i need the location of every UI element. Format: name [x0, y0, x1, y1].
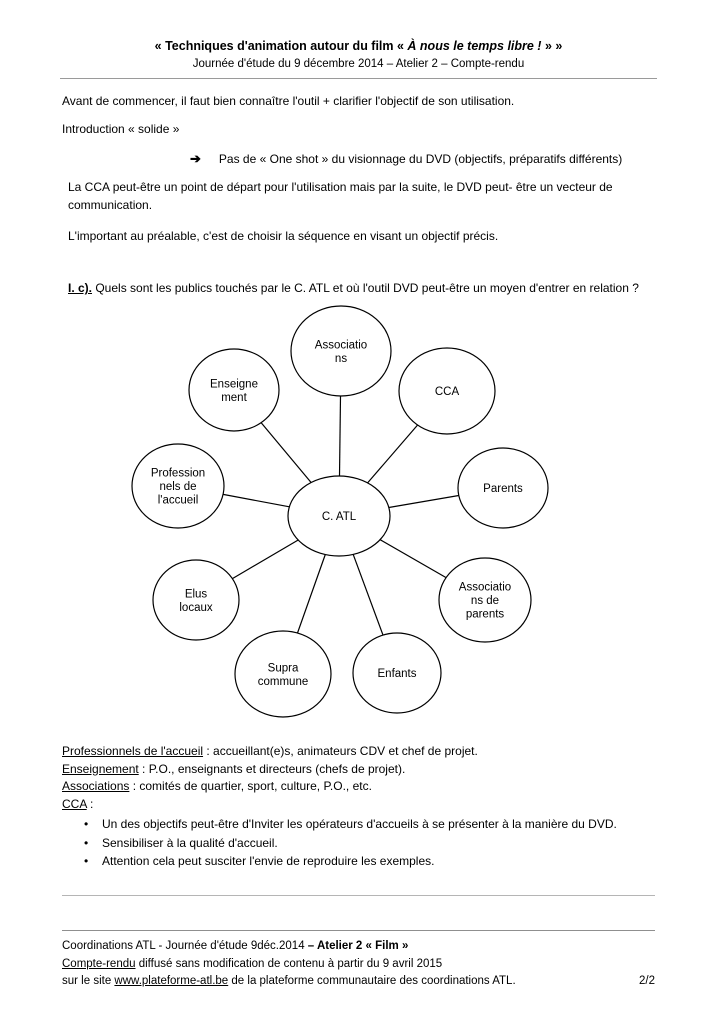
diagram-node [458, 448, 548, 528]
diagram-node [235, 631, 331, 717]
diagram-connector [389, 496, 459, 508]
paragraph-5: L'important au préalable, c'est de choisir la séquence en visant un objectif précis. [68, 229, 499, 244]
document-header [0, 0, 717, 72]
footer-line-2 [62, 956, 655, 973]
list-item: • Un des objectifs peut-être d'Inviter les opérateurs d'accueils à se présenter à la manière du DVD. [102, 815, 655, 834]
diagram-node-label: CCA [434, 386, 460, 399]
diagram-nodes [132, 306, 548, 717]
page-number: 2/2 [639, 974, 655, 987]
diagram-node-label: C. ATL [321, 511, 357, 524]
definition-row-1 [62, 761, 655, 778]
footer-line-1 [62, 938, 655, 955]
diagram-node-label: Supra commune [257, 662, 309, 689]
definition-term-2: Associations [62, 779, 130, 794]
definition-row-3 [62, 796, 655, 813]
diagram-node [153, 560, 239, 640]
footer-line-3a: sur le site [62, 974, 115, 987]
footer-divider [62, 930, 655, 931]
document-body [0, 92, 717, 298]
question-heading [68, 279, 655, 297]
footer-line-3b: de la plateforme communautaire des coordinations ATL. [228, 974, 516, 987]
header-divider [60, 78, 657, 79]
diagram-connector [353, 555, 383, 636]
question-label: I. c). [68, 281, 93, 296]
footer-line-1a: Coordinations ATL - Journée d'étude 9déc.2014 [62, 940, 308, 953]
atl-network-diagram [0, 301, 717, 741]
diagram-node [399, 348, 495, 434]
definition-rest-1: : P.O., enseignants et directeurs (chefs de projet). [138, 761, 406, 776]
diagram-connector [298, 555, 326, 634]
diagram-center-node [288, 476, 390, 556]
diagram-node [189, 349, 279, 431]
definition-rest-2: : comités de quartier, sport, culture, P.O., etc. [129, 779, 372, 794]
list-item: • Sensibiliser à la qualité d'accueil. [102, 834, 655, 853]
question-text: Quels sont les publics touchés par le C. ATL et où l'outil DVD peut-être un moyen d'entrer en relation ? [92, 281, 639, 296]
diagram-connector [223, 495, 289, 507]
footer-line-2b: diffusé sans modification de contenu à partir du 9 avril 2015 [135, 957, 443, 970]
arrow-paragraph [62, 149, 655, 169]
diagram-node [132, 444, 224, 528]
footer-website-link[interactable]: www.plateforme-atl.be [114, 974, 229, 987]
diagram-node [353, 633, 441, 713]
header-title-prefix: « Techniques d'animation autour du film « [154, 39, 408, 53]
paragraph-2: Introduction « solide » [62, 121, 180, 136]
diagram-svg [0, 301, 717, 741]
header-subtitle: Journée d'étude du 9 décembre 2014 – Atelier 2 – Compte-rendu [192, 57, 525, 70]
definition-term-3: CCA [62, 796, 87, 811]
diagram-connector [368, 425, 418, 483]
header-title [60, 38, 657, 55]
content-bottom-divider [62, 895, 655, 896]
diagram-node-label: Enseigne ment [210, 378, 258, 405]
definition-term-1: Enseignement [62, 761, 139, 776]
document-footer [0, 930, 717, 990]
diagram-node-label: Profession nels de l'accueil [150, 467, 206, 507]
footer-compte-rendu: Compte-rendu [62, 957, 136, 970]
arrow-right-icon: ➔ [190, 150, 201, 166]
footer-line-3-row [62, 973, 655, 990]
diagram-connector [340, 396, 341, 476]
footer-line-1b: – Atelier 2 « Film » [307, 940, 409, 953]
header-title-suffix: » » [541, 39, 563, 53]
diagram-connector [261, 423, 311, 483]
diagram-node-label: Enfants [377, 668, 417, 681]
definition-row-0 [62, 743, 655, 760]
diagram-node-label: Elus locaux [179, 588, 213, 615]
diagram-node [291, 306, 391, 396]
definition-term-0: Professionnels de l'accueil [62, 744, 204, 759]
footer-line-3 [62, 973, 516, 990]
header-title-italic: À nous le temps libre ! [407, 39, 542, 53]
diagram-connector [380, 540, 446, 578]
paragraph-3: Pas de « One shot » du visionnage du DVD (objectifs, préparatifs différents) [218, 151, 623, 166]
definitions-section [0, 743, 717, 870]
diagram-node-label: Associatio ns [314, 339, 368, 366]
cca-bullet-list [62, 815, 655, 871]
diagram-connector [232, 540, 298, 579]
diagram-node [439, 558, 531, 642]
paragraph-1: Avant de commencer, il faut bien connaître l'outil + clarifier l'objectif de son utilisation. [62, 93, 515, 108]
definition-rest-0: : accueillant(e)s, animateurs CDV et chef de projet. [203, 744, 478, 759]
definition-row-2 [62, 778, 655, 795]
list-item: • Attention cela peut susciter l'envie de reproduire les exemples. [102, 852, 655, 871]
definition-rest-3: : [86, 796, 94, 811]
diagram-node-label: Associatio ns de parents [458, 581, 512, 621]
diagram-node-label: Parents [483, 483, 523, 496]
paragraph-4: La CCA peut-être un point de départ pour l'utilisation mais par la suite, le DVD peut- être un vecteur de communication. [68, 180, 613, 213]
